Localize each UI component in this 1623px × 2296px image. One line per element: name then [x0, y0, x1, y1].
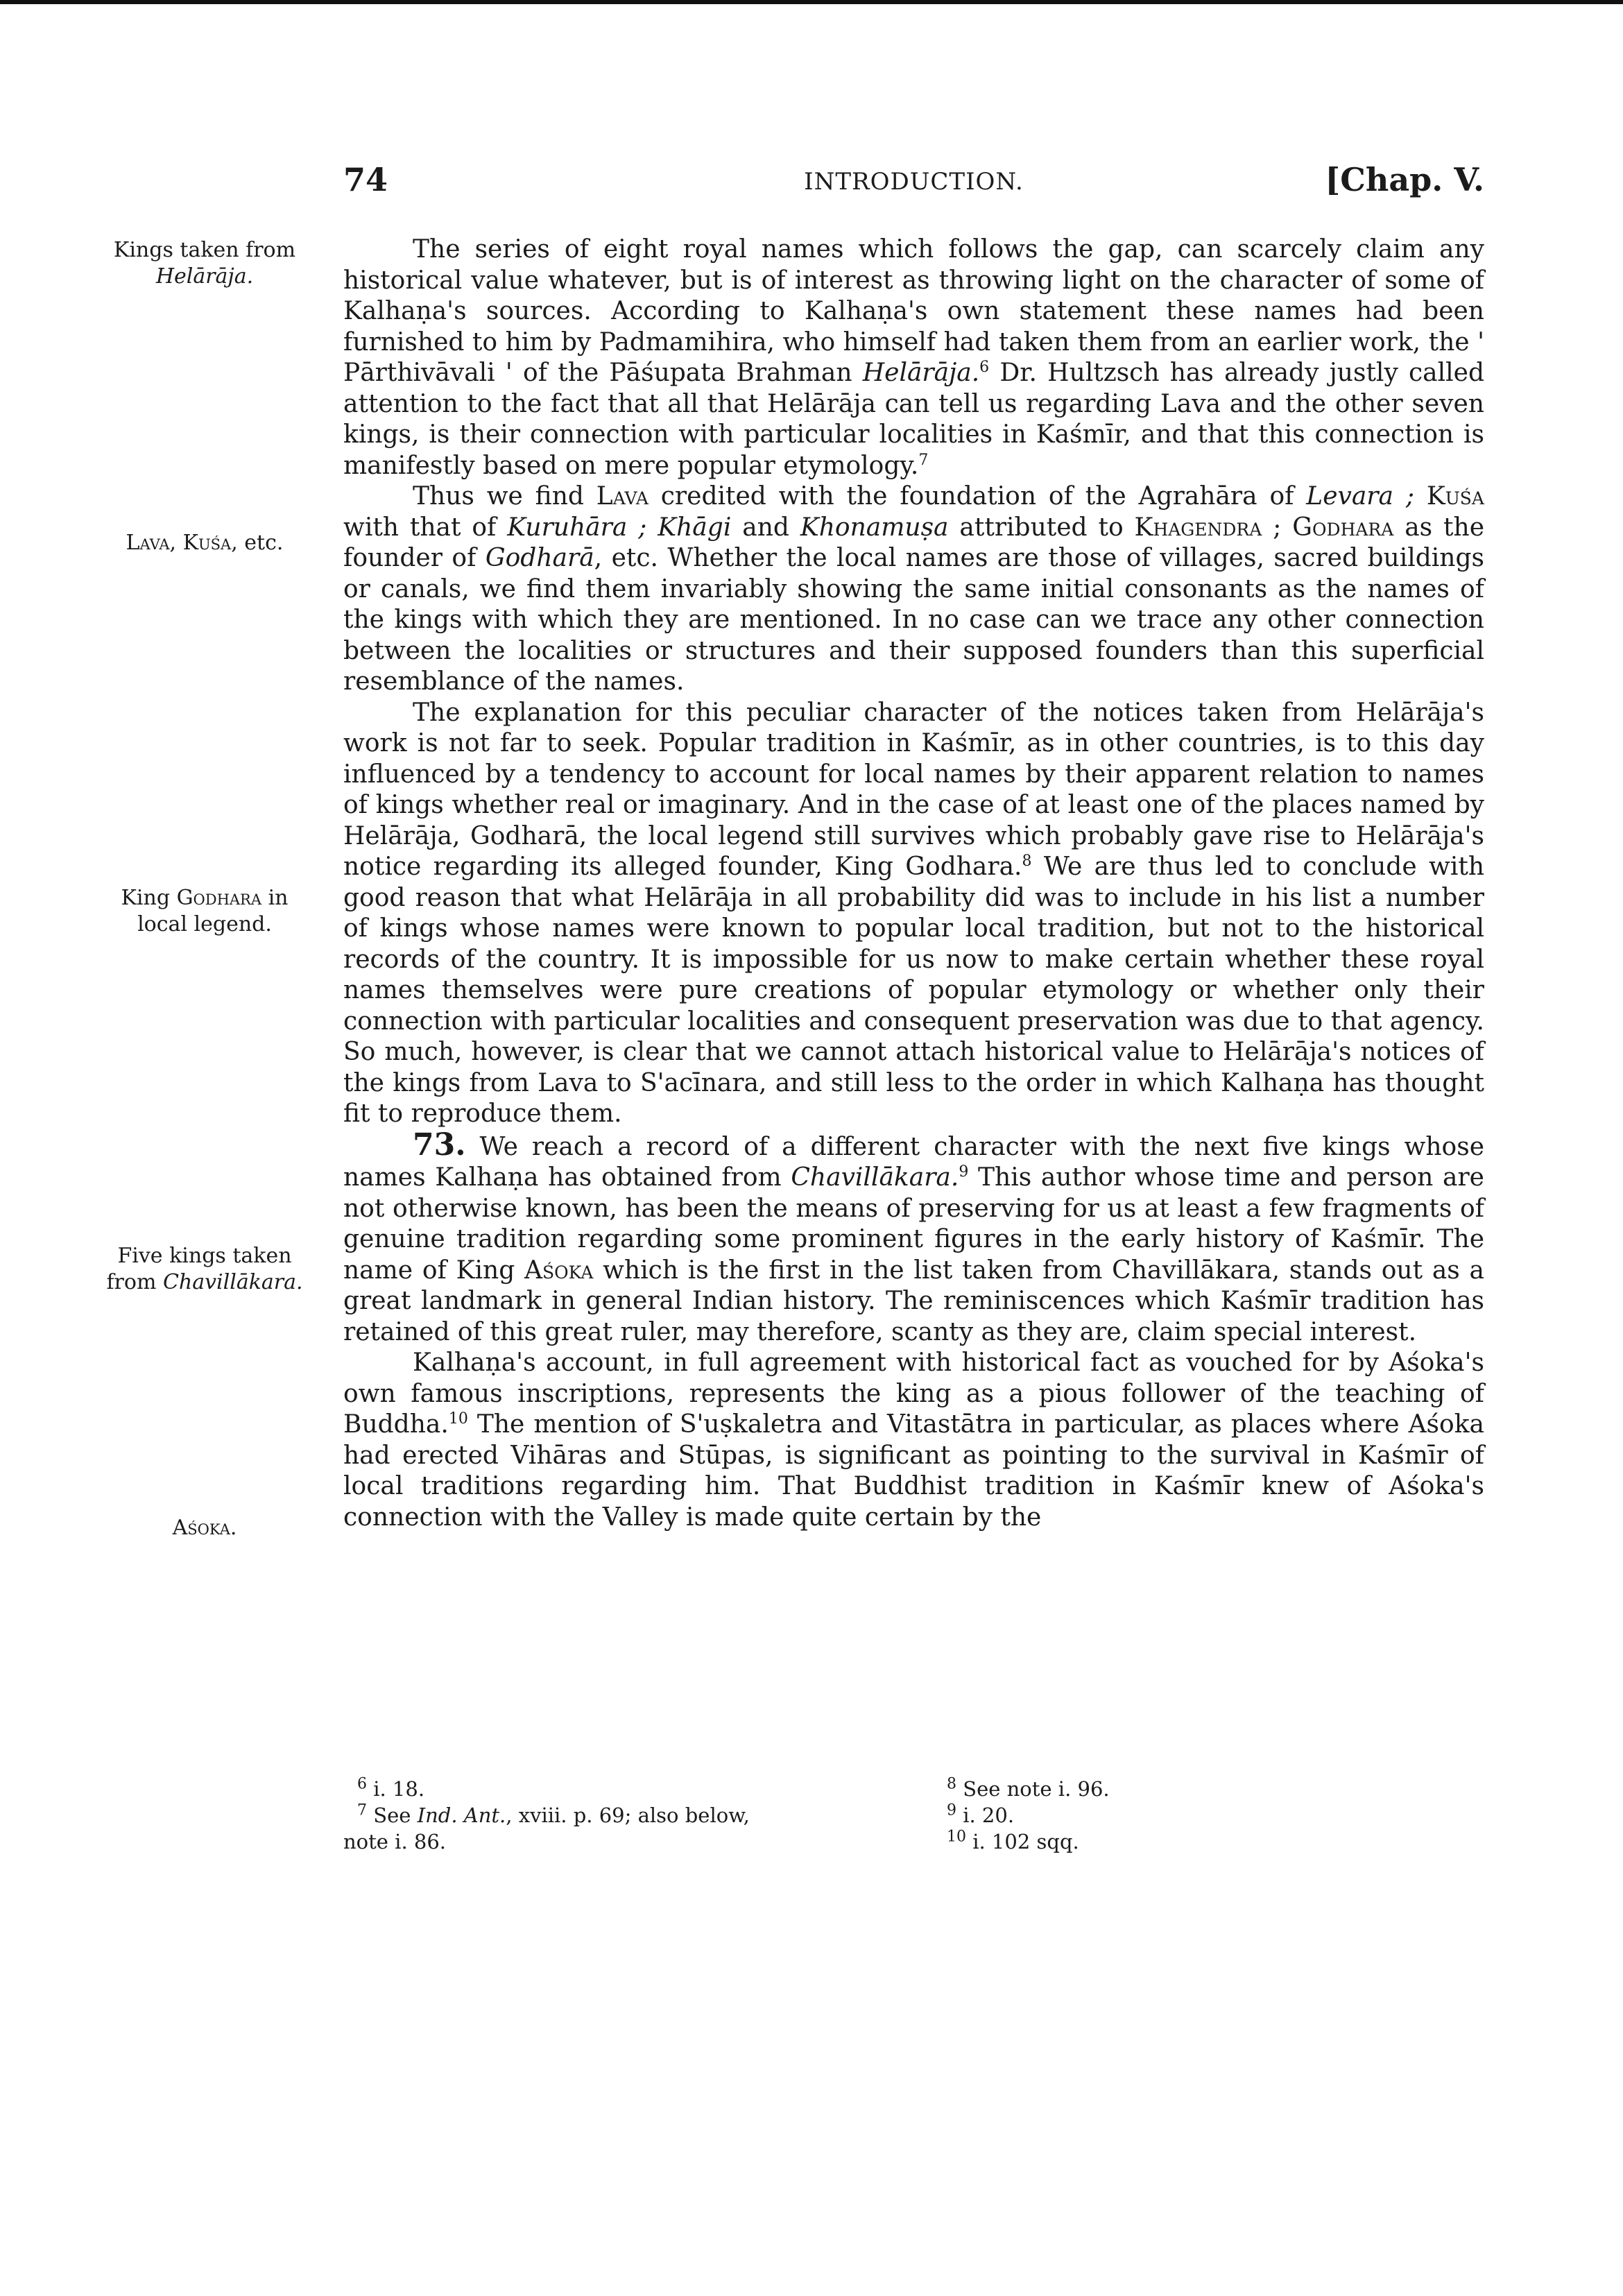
sidenote-name: Lava [126, 531, 170, 555]
king-name: Godhara [1292, 513, 1394, 542]
footnote-ref[interactable]: 9 [959, 1163, 969, 1181]
king-name: Khagendra [1134, 513, 1262, 542]
king-name: Aśoka [524, 1256, 594, 1285]
sidenote-name: Chavillākara. [162, 1270, 303, 1294]
text-run: Thus we find [413, 482, 596, 511]
text-run: The mention of S'uṣkaletra and Vitastātra in particular, as places where Aśoka had erected Vihāras and Stūpas, is significant as pointing to the survival in Kaśmīr of local traditions regarding him. That Buddhist tradition in Kaśmīr knew of Aśoka's connection with the Valley is made quite certain by the [343, 1410, 1484, 1532]
sidenote-lava-kusa [83, 530, 326, 556]
sidenote-text: from [106, 1270, 163, 1294]
sidenote-kings-from-helaraja [83, 237, 326, 290]
paragraph-4 [343, 1126, 1484, 1348]
page-top-border [0, 0, 1623, 4]
text-run-italic: Godharā [485, 544, 594, 572]
footnote-ref[interactable]: 8 [1022, 853, 1032, 870]
chapter-label: [Chap. V. [1325, 161, 1484, 198]
paragraph-1 [343, 234, 1484, 481]
footnote-text: , xviii. p. 69; also below, [506, 1804, 750, 1827]
text-run: This author whose time and person are not otherwise known, has been the means of preserving for us at least a few fragments of genuine tradition regarding some prominent figures in the early history of Kaśmīr. The name of King [343, 1163, 1484, 1285]
footnote-text: i. 102 sqq. [966, 1830, 1079, 1853]
page-number: 74 [343, 161, 388, 198]
footnotes-left [343, 1775, 912, 1855]
text-run: credited with the foundation of the Agrahāra of [648, 482, 1307, 511]
sidenote-line: local legend. [137, 912, 272, 936]
text-run: and [731, 513, 800, 542]
text-run-italic: Chavillākara. [791, 1163, 959, 1192]
paragraph-3 [343, 698, 1484, 1130]
text-run-italic: Helārāja. [862, 359, 980, 387]
text-run: The explanation for this peculiar character of the notices taken from Helārāja's work is not far to seek. Popular tradition in Kaśmīr, as in other countries, is to this day influenced by a tendency to account for local names by their apparent relation to names of kings whether real or imaginary. And in the case of at least one of the places named by Helārāja, Godharā, the local legend still survives which probably gave rise to Helārāja's notice regarding its alleged founder, King Godhara. [343, 698, 1484, 881]
sidenote-text: , etc. [231, 531, 284, 555]
text-run: Kalhaṇa's account, in full agreement with historical fact as vouched for by Aśoka's own famous inscriptions, represents the king as a pious follower of the teaching of Buddha. [343, 1348, 1484, 1439]
text-run: as the founder of [343, 513, 1485, 572]
sidenote-name: Godhara [176, 886, 262, 910]
sidenote-name: Kuśa [182, 531, 232, 555]
footnote-mark: 9 [947, 1801, 956, 1819]
sidenote-line: Five kings taken [117, 1244, 292, 1268]
text-run: We are thus led to conclude with good reason that what Helārāja in all probability did was to include in his list a number of kings whose names were known to popular local tradition, but not to the historical records of the country. It is impossible for us now to make certain whether these royal names themselves were pure creations of popular etymology or whether only their connection with particular localities and consequent preservation was due to that agency. So much, however, is clear that we cannot attach historical value to Helārāja's notices of the kings from Lava to S'acīnara, and still less to the order in which Kalhaṇa has thought fit to reproduce them. [343, 853, 1484, 1128]
footnote-text: See note i. 96. [956, 1777, 1110, 1801]
sidenote-godhara [83, 885, 326, 938]
footnote-9 [947, 1802, 1294, 1828]
header-title: INTRODUCTION. [804, 168, 1024, 196]
main-text [343, 234, 1484, 1533]
sidenote-text: King [121, 886, 177, 910]
text-run [1414, 482, 1427, 511]
text-run: with that of [343, 513, 508, 542]
footnote-mark: 10 [947, 1828, 966, 1846]
footnotes-right [947, 1776, 1294, 1855]
sidenote-line: Helārāja. [155, 264, 254, 289]
footnote-6 [357, 1776, 912, 1802]
section-number: 73. [413, 1126, 466, 1163]
king-name: Lava [596, 482, 649, 511]
footnote-ref[interactable]: 10 [448, 1410, 468, 1428]
footnote-mark: 8 [947, 1775, 956, 1793]
text-run-italic: Levara ; [1306, 482, 1414, 511]
king-name: Kuśa [1426, 482, 1484, 511]
running-header [343, 161, 1484, 203]
text-run: We reach a record of a different character with the next five kings whose names Kalhaṇa has obtained from [343, 1132, 1484, 1192]
text-run: attributed to [948, 513, 1135, 542]
sidenote-line: Kings taken from [113, 238, 296, 262]
paragraph-2 [343, 481, 1484, 698]
text-run: which is the first in the list taken from Chavillākara, stands out as a great landmark in general Indian history. The reminiscences which Kaśmīr tradition has retained of this great ruler, may therefore, scanty as they are, claim special interest. [343, 1256, 1484, 1346]
sidenote-asoka [83, 1515, 326, 1541]
footnote-text: i. 18. [367, 1777, 425, 1801]
footnote-text: See [367, 1804, 418, 1827]
text-run: , etc. Whether the local names are those of villages, sacred buildings or canals, we find them invariably showing the same initial consonants as the names of the kings with which they are mentioned. In no case can we trace any other connection between the localities or structures and their supposed founders than this superficial resemblance of the names. [343, 544, 1485, 696]
text-run: ; [1262, 513, 1293, 542]
footnote-ref[interactable]: 6 [979, 359, 990, 376]
sidenote-text: in [261, 886, 289, 910]
sidenote-five-kings [83, 1243, 326, 1296]
sidenote-text: , [169, 531, 183, 555]
footnote-ref[interactable]: 7 [918, 451, 929, 469]
footnote-7 [357, 1802, 912, 1828]
text-run: The series of eight royal names which follows the gap, can scarcely claim any historical value whatever, but is of interest as throwing light on the character of some of Kalhaṇa's sources. According to Kalhaṇa's own statement these names had been furnished to him by Padmamihira, who himself had taken them from an earlier work, the ' Pārthivāvali ' of the Pāśupata Brahman [343, 235, 1484, 387]
sidenote-name: Aśoka. [172, 1516, 237, 1540]
text-run-italic: Kuruhāra ; Khāgi [507, 513, 732, 542]
footnote-10 [947, 1828, 1294, 1855]
text-run-italic: Khonamuṣa [800, 513, 949, 542]
footnote-mark: 6 [357, 1775, 367, 1793]
footnote-text-italic: Ind. Ant. [417, 1804, 506, 1827]
text-run: Dr. Hultzsch has already justly called attention to the fact that all that Helārāja can tell us regarding Lava and the other seven kings, is their connection with particular localities in Kaśmīr, and that this connection is manifestly based on mere popular etymology. [343, 359, 1485, 480]
footnote-7-continued: note i. 86. [343, 1830, 447, 1853]
footnote-text: i. 20. [956, 1804, 1015, 1827]
paragraph-5 [343, 1348, 1484, 1533]
footnote-mark: 7 [357, 1801, 367, 1819]
footnote-8 [947, 1776, 1294, 1802]
